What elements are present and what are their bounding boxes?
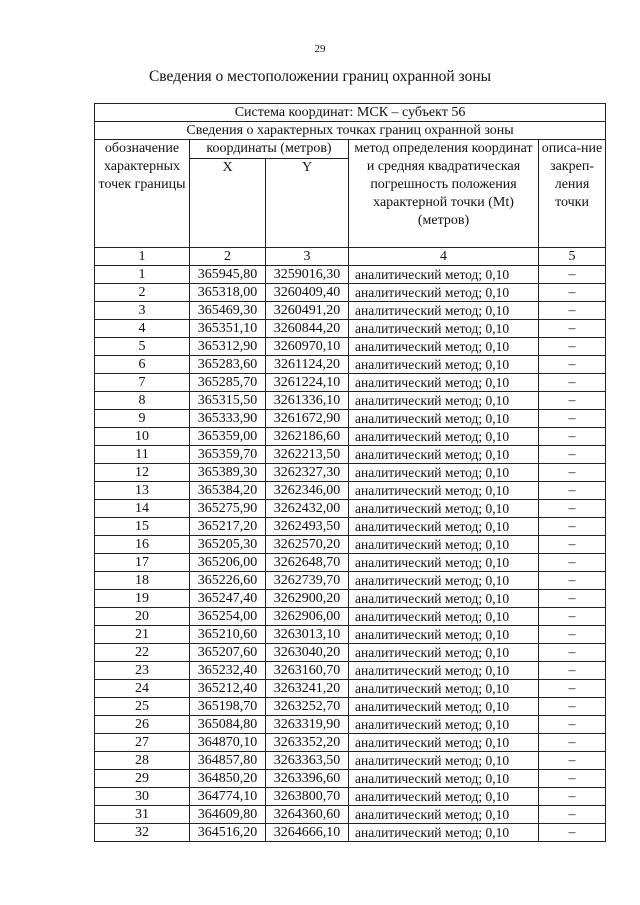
table-row (95, 788, 606, 806)
point-number-cell: 22 (95, 644, 190, 662)
method-cell: аналитический метод; 0,10 (349, 788, 539, 806)
point-number-cell: 24 (95, 680, 190, 698)
description-cell: – (539, 680, 606, 698)
document-title: Сведения о местоположении границ охранной зоны (148, 68, 492, 85)
column-number: 4 (349, 248, 539, 266)
point-number-cell: 9 (95, 410, 190, 428)
method-cell: аналитический метод; 0,10 (349, 626, 539, 644)
y-coordinate-cell: 3262432,00 (266, 500, 349, 518)
method-cell: аналитический метод; 0,10 (349, 698, 539, 716)
table-row (95, 482, 606, 500)
method-cell: аналитический метод; 0,10 (349, 392, 539, 410)
point-number-cell: 7 (95, 374, 190, 392)
y-coordinate-cell: 3262739,70 (266, 572, 349, 590)
method-cell: аналитический метод; 0,10 (349, 356, 539, 374)
point-number-cell: 1 (95, 266, 190, 284)
point-number-cell: 2 (95, 284, 190, 302)
column-number: 5 (539, 248, 606, 266)
method-cell: аналитический метод; 0,10 (349, 752, 539, 770)
point-number-cell: 32 (95, 824, 190, 842)
point-number-cell: 3 (95, 302, 190, 320)
description-cell: – (539, 662, 606, 680)
table-row (95, 608, 606, 626)
y-coordinate-cell: 3262493,50 (266, 518, 349, 536)
description-cell: – (539, 770, 606, 788)
y-coordinate-cell: 3263013,10 (266, 626, 349, 644)
table-row (95, 518, 606, 536)
x-coordinate-cell: 364850,20 (190, 770, 266, 788)
point-number-cell: 20 (95, 608, 190, 626)
table-row (95, 320, 606, 338)
y-coordinate-cell: 3263396,60 (266, 770, 349, 788)
method-cell: аналитический метод; 0,10 (349, 536, 539, 554)
table-row (95, 338, 606, 356)
y-coordinate-cell: 3260409,40 (266, 284, 349, 302)
table-subtitle-row (95, 122, 606, 140)
table-row (95, 536, 606, 554)
column-number: 1 (95, 248, 190, 266)
x-coordinate-cell: 365333,90 (190, 410, 266, 428)
table-row (95, 662, 606, 680)
table-row (95, 734, 606, 752)
method-cell: аналитический метод; 0,10 (349, 518, 539, 536)
y-coordinate-cell: 3261672,90 (266, 410, 349, 428)
header-y: Y (266, 159, 349, 248)
table-row (95, 392, 606, 410)
description-cell: – (539, 716, 606, 734)
header-method: метод определения координат и средняя квадратическая погрешность положения характерной точки (Mt) (метров) (349, 140, 539, 248)
point-number-cell: 13 (95, 482, 190, 500)
x-coordinate-cell: 365285,70 (190, 374, 266, 392)
description-cell: – (539, 536, 606, 554)
x-coordinate-cell: 365315,50 (190, 392, 266, 410)
description-cell: – (539, 374, 606, 392)
y-coordinate-cell: 3260844,20 (266, 320, 349, 338)
page-number: 29 (314, 43, 326, 55)
coordinate-system-row (95, 104, 606, 122)
method-cell: аналитический метод; 0,10 (349, 770, 539, 788)
method-cell: аналитический метод; 0,10 (349, 302, 539, 320)
y-coordinate-cell: 3259016,30 (266, 266, 349, 284)
y-coordinate-cell: 3263363,50 (266, 752, 349, 770)
table-row (95, 698, 606, 716)
description-cell: – (539, 428, 606, 446)
table-row (95, 302, 606, 320)
description-cell: – (539, 752, 606, 770)
point-number-cell: 15 (95, 518, 190, 536)
table-row (95, 680, 606, 698)
header-description: описа-ние закреп-ления точки (539, 140, 606, 248)
column-number: 2 (190, 248, 266, 266)
point-number-cell: 30 (95, 788, 190, 806)
point-number-cell: 8 (95, 392, 190, 410)
header-designation: обозначение характерных точек границы (95, 140, 190, 248)
method-cell: аналитический метод; 0,10 (349, 608, 539, 626)
point-number-cell: 5 (95, 338, 190, 356)
method-cell: аналитический метод; 0,10 (349, 662, 539, 680)
method-cell: аналитический метод; 0,10 (349, 806, 539, 824)
method-cell: аналитический метод; 0,10 (349, 554, 539, 572)
x-coordinate-cell: 365210,60 (190, 626, 266, 644)
point-number-cell: 11 (95, 446, 190, 464)
description-cell: – (539, 554, 606, 572)
table-row (95, 410, 606, 428)
method-cell: аналитический метод; 0,10 (349, 338, 539, 356)
header-coordinates: координаты (метров) (190, 140, 349, 159)
header-x: X (190, 159, 266, 248)
table-row (95, 572, 606, 590)
x-coordinate-cell: 365384,20 (190, 482, 266, 500)
table-row (95, 752, 606, 770)
y-coordinate-cell: 3262346,00 (266, 482, 349, 500)
description-cell: – (539, 392, 606, 410)
table-row (95, 644, 606, 662)
method-cell: аналитический метод; 0,10 (349, 428, 539, 446)
y-coordinate-cell: 3262906,00 (266, 608, 349, 626)
point-number-cell: 4 (95, 320, 190, 338)
method-cell: аналитический метод; 0,10 (349, 266, 539, 284)
description-cell: – (539, 320, 606, 338)
point-number-cell: 14 (95, 500, 190, 518)
table-row (95, 356, 606, 374)
y-coordinate-cell: 3263160,70 (266, 662, 349, 680)
y-coordinate-cell: 3263241,20 (266, 680, 349, 698)
method-cell: аналитический метод; 0,10 (349, 644, 539, 662)
table-row (95, 374, 606, 392)
method-cell: аналитический метод; 0,10 (349, 824, 539, 842)
y-coordinate-cell: 3262900,20 (266, 590, 349, 608)
method-cell: аналитический метод; 0,10 (349, 374, 539, 392)
x-coordinate-cell: 365212,40 (190, 680, 266, 698)
x-coordinate-cell: 365198,70 (190, 698, 266, 716)
point-number-cell: 29 (95, 770, 190, 788)
table-row (95, 716, 606, 734)
column-numbers-row (95, 248, 606, 266)
method-cell: аналитический метод; 0,10 (349, 680, 539, 698)
x-coordinate-cell: 365205,30 (190, 536, 266, 554)
description-cell: – (539, 464, 606, 482)
method-cell: аналитический метод; 0,10 (349, 500, 539, 518)
table-row (95, 428, 606, 446)
point-number-cell: 21 (95, 626, 190, 644)
method-cell: аналитический метод; 0,10 (349, 284, 539, 302)
point-number-cell: 17 (95, 554, 190, 572)
table-row (95, 824, 606, 842)
description-cell: – (539, 644, 606, 662)
x-coordinate-cell: 364857,80 (190, 752, 266, 770)
description-cell: – (539, 266, 606, 284)
y-coordinate-cell: 3261224,10 (266, 374, 349, 392)
method-cell: аналитический метод; 0,10 (349, 572, 539, 590)
description-cell: – (539, 626, 606, 644)
method-cell: аналитический метод; 0,10 (349, 410, 539, 428)
y-coordinate-cell: 3262186,60 (266, 428, 349, 446)
x-coordinate-cell: 365359,70 (190, 446, 266, 464)
point-number-cell: 25 (95, 698, 190, 716)
x-coordinate-cell: 365283,60 (190, 356, 266, 374)
table-row (95, 554, 606, 572)
x-coordinate-cell: 365217,20 (190, 518, 266, 536)
point-number-cell: 19 (95, 590, 190, 608)
table-row (95, 590, 606, 608)
table-row (95, 770, 606, 788)
x-coordinate-cell: 365351,10 (190, 320, 266, 338)
y-coordinate-cell: 3262648,70 (266, 554, 349, 572)
coordinate-system-label: Система координат: МСК – субъект 56 (95, 104, 606, 122)
x-coordinate-cell: 365469,30 (190, 302, 266, 320)
x-coordinate-cell: 365318,00 (190, 284, 266, 302)
x-coordinate-cell: 365207,60 (190, 644, 266, 662)
x-coordinate-cell: 365084,80 (190, 716, 266, 734)
description-cell: – (539, 572, 606, 590)
description-cell: – (539, 446, 606, 464)
description-cell: – (539, 338, 606, 356)
x-coordinate-cell: 364774,10 (190, 788, 266, 806)
description-cell: – (539, 482, 606, 500)
y-coordinate-cell: 3263252,70 (266, 698, 349, 716)
table-row (95, 626, 606, 644)
point-number-cell: 12 (95, 464, 190, 482)
table-row (95, 500, 606, 518)
y-coordinate-cell: 3263040,20 (266, 644, 349, 662)
x-coordinate-cell: 365226,60 (190, 572, 266, 590)
y-coordinate-cell: 3264360,60 (266, 806, 349, 824)
y-coordinate-cell: 3260970,10 (266, 338, 349, 356)
method-cell: аналитический метод; 0,10 (349, 482, 539, 500)
method-cell: аналитический метод; 0,10 (349, 590, 539, 608)
x-coordinate-cell: 365247,40 (190, 590, 266, 608)
table-row (95, 806, 606, 824)
table-row (95, 284, 606, 302)
description-cell: – (539, 698, 606, 716)
y-coordinate-cell: 3263800,70 (266, 788, 349, 806)
point-number-cell: 16 (95, 536, 190, 554)
x-coordinate-cell: 365206,00 (190, 554, 266, 572)
y-coordinate-cell: 3261124,20 (266, 356, 349, 374)
table-subtitle: Сведения о характерных точках границ охранной зоны (95, 122, 606, 140)
y-coordinate-cell: 3263352,20 (266, 734, 349, 752)
x-coordinate-cell: 364870,10 (190, 734, 266, 752)
description-cell: – (539, 500, 606, 518)
point-number-cell: 18 (95, 572, 190, 590)
description-cell: – (539, 356, 606, 374)
table-row (95, 464, 606, 482)
method-cell: аналитический метод; 0,10 (349, 734, 539, 752)
y-coordinate-cell: 3261336,10 (266, 392, 349, 410)
boundary-points-table (94, 103, 606, 842)
method-cell: аналитический метод; 0,10 (349, 716, 539, 734)
table-row (95, 446, 606, 464)
point-number-cell: 26 (95, 716, 190, 734)
point-number-cell: 31 (95, 806, 190, 824)
y-coordinate-cell: 3262570,20 (266, 536, 349, 554)
header-row (95, 140, 606, 159)
description-cell: – (539, 302, 606, 320)
description-cell: – (539, 824, 606, 842)
x-coordinate-cell: 364516,20 (190, 824, 266, 842)
y-coordinate-cell: 3264666,10 (266, 824, 349, 842)
x-coordinate-cell: 365359,00 (190, 428, 266, 446)
y-coordinate-cell: 3262327,30 (266, 464, 349, 482)
description-cell: – (539, 608, 606, 626)
x-coordinate-cell: 365275,90 (190, 500, 266, 518)
description-cell: – (539, 806, 606, 824)
point-number-cell: 28 (95, 752, 190, 770)
method-cell: аналитический метод; 0,10 (349, 446, 539, 464)
description-cell: – (539, 410, 606, 428)
x-coordinate-cell: 365312,90 (190, 338, 266, 356)
method-cell: аналитический метод; 0,10 (349, 320, 539, 338)
x-coordinate-cell: 365945,80 (190, 266, 266, 284)
description-cell: – (539, 734, 606, 752)
description-cell: – (539, 788, 606, 806)
method-cell: аналитический метод; 0,10 (349, 464, 539, 482)
description-cell: – (539, 590, 606, 608)
point-number-cell: 27 (95, 734, 190, 752)
x-coordinate-cell: 365389,30 (190, 464, 266, 482)
y-coordinate-cell: 3262213,50 (266, 446, 349, 464)
y-coordinate-cell: 3263319,90 (266, 716, 349, 734)
point-number-cell: 10 (95, 428, 190, 446)
description-cell: – (539, 518, 606, 536)
description-cell: – (539, 284, 606, 302)
x-coordinate-cell: 364609,80 (190, 806, 266, 824)
x-coordinate-cell: 365254,00 (190, 608, 266, 626)
point-number-cell: 23 (95, 662, 190, 680)
point-number-cell: 6 (95, 356, 190, 374)
column-number: 3 (266, 248, 349, 266)
y-coordinate-cell: 3260491,20 (266, 302, 349, 320)
x-coordinate-cell: 365232,40 (190, 662, 266, 680)
table-row (95, 266, 606, 284)
